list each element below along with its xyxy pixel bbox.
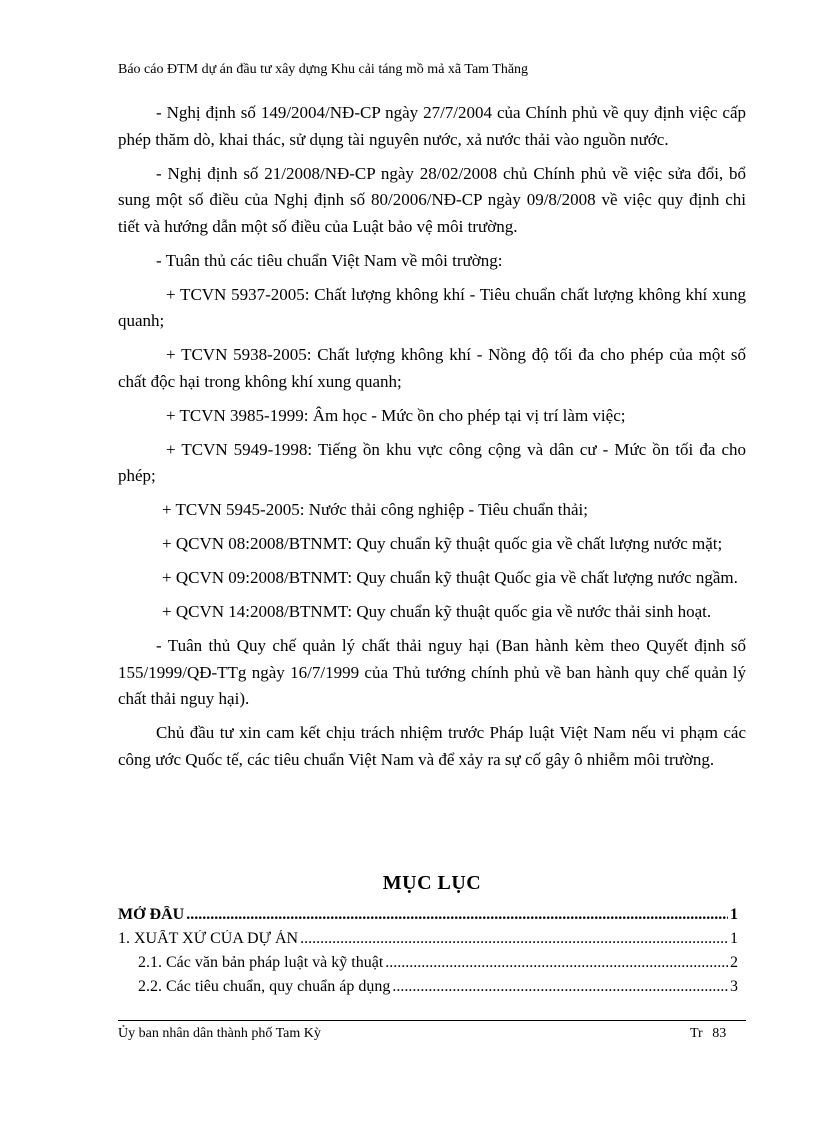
paragraph-decree-149: - Nghị định số 149/2004/NĐ-CP ngày 27/7/2004 của Chính phủ về quy định việc cấp phép thăm dò, khai thác, sử dụng tài nguyên nước, xả nước thải vào nguồn nước. [118, 103, 746, 149]
toc-title: MỤC LỤC [382, 872, 482, 894]
toc-entry-page: 1 [730, 906, 738, 923]
toc-entry-page: 3 [730, 978, 738, 995]
paragraph-hazardous-waste: - Tuân thủ Quy chế quản lý chất thải nguy hại (Ban hành kèm theo Quyết định số 155/1999/QĐ-TTg ngày 16/7/1999 của Thủ tướng chính phủ về ban hành quy chế quản lý chất thải nguy hại). [118, 636, 746, 708]
paragraph-commitment: Chủ đầu tư xin cam kết chịu trách nhiệm trước Pháp luật Việt Nam nếu vi phạm các công ước Quốc tế, các tiêu chuẩn Việt Nam và để xảy ra sự cố gây ô nhiễm môi trường. [118, 723, 746, 769]
toc-entry-van-ban-phap-luat[interactable] [118, 954, 738, 978]
paragraph-tcvn-5945: + TCVN 5945-2005: Nước thải công nghiệp - Tiêu chuẩn thải; [162, 500, 588, 519]
paragraph-standards-intro: - Tuân thủ các tiêu chuẩn Việt Nam về môi trường: [156, 250, 503, 270]
paragraph-decree-21: - Nghị định số 21/2008/NĐ-CP ngày 28/02/2008 chủ Chính phủ về việc sửa đổi, bổ sung một số điều của Nghị định số 80/2006/NĐ-CP ngày 09/8/2008 về việc quy định chi tiết và hướng dẫn một số điều của Luật bảo vệ môi trường. [118, 163, 746, 236]
toc-entry-label: 2.1. Các văn bản pháp luật và kỹ thuật [138, 954, 384, 971]
footer-divider [118, 1020, 746, 1021]
toc-entry-page: 1 [730, 930, 738, 947]
footer-organization: Ủy ban nhân dân thành phố Tam Kỳ [118, 1026, 321, 1041]
toc-entry-label: 1. XUẤT XỨ CỦA DỰ ÁN [118, 930, 299, 947]
paragraph-tcvn-3985: + TCVN 3985-1999: Âm học - Mức ồn cho phép tại vị trí làm việc; [166, 405, 626, 425]
toc-entry-tieu-chuan[interactable] [118, 978, 738, 1002]
toc-leader-dots [392, 978, 728, 996]
page-header: Báo cáo ĐTM dự án đầu tư xây dựng Khu cải táng mồ mả xã Tam Thăng [118, 62, 529, 77]
paragraph-tcvn-5937: + TCVN 5937-2005: Chất lượng không khí - Tiêu chuẩn chất lượng không khí xung quanh; [118, 284, 746, 330]
paragraph-qcvn-09: + QCVN 09:2008/BTNMT: Quy chuẩn kỹ thuật Quốc gia về chất lượng nước ngầm. [162, 568, 738, 587]
toc-entry-page: 2 [730, 954, 738, 971]
toc-leader-dots [300, 930, 728, 948]
paragraph-tcvn-5938: + TCVN 5938-2005: Chất lượng không khí - Nồng độ tối đa cho phép của một số chất độc hại trong không khí xung quanh; [118, 345, 746, 391]
paragraph-qcvn-08: + QCVN 08:2008/BTNMT: Quy chuẩn kỹ thuật quốc gia về chất lượng nước mặt; [162, 534, 723, 553]
toc-leader-dots [385, 954, 728, 972]
table-of-contents [118, 906, 738, 1002]
document-body [118, 100, 746, 781]
toc-entry-label: MỞ ĐẦU [118, 906, 185, 923]
toc-entry-label: 2.2. Các tiêu chuẩn, quy chuẩn áp dụng [138, 978, 391, 995]
paragraph-qcvn-14: + QCVN 14:2008/BTNMT: Quy chuẩn kỹ thuật quốc gia về nước thải sinh hoạt. [162, 602, 712, 621]
toc-leader-dots [186, 906, 728, 924]
toc-entry-xuat-xu[interactable] [118, 930, 738, 954]
footer-page-number: Tr 83 [690, 1026, 727, 1041]
paragraph-tcvn-5949: + TCVN 5949-1998: Tiếng ồn khu vực công cộng và dân cư - Mức ồn tối đa cho phép; [118, 439, 746, 485]
toc-entry-mo-dau[interactable] [118, 906, 738, 930]
